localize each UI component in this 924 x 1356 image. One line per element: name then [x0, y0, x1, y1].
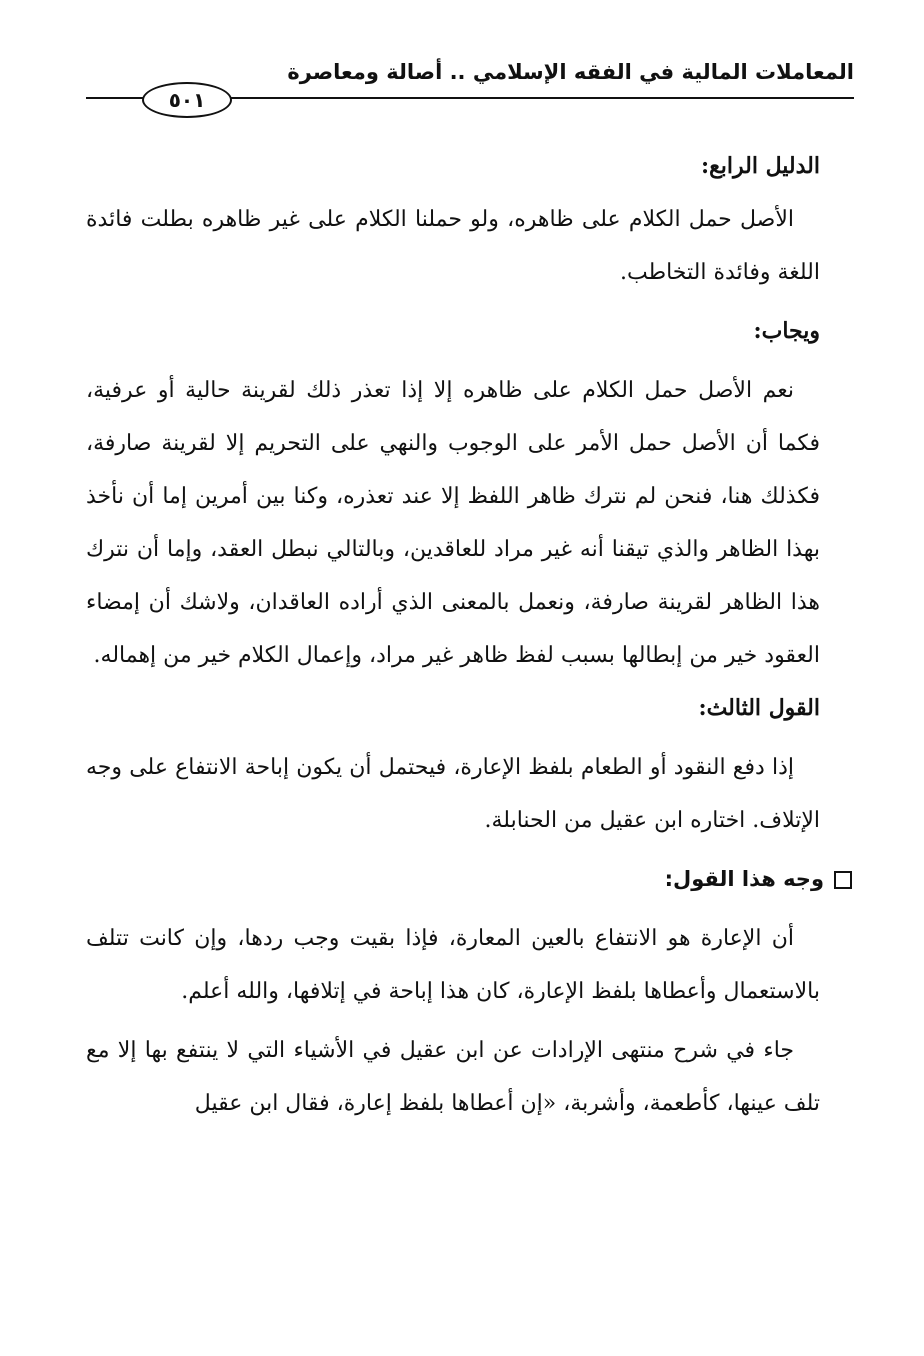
heading-response: ويجاب: — [753, 318, 820, 344]
paragraph-reasoning: أن الإعارة هو الانتفاع بالعين المعارة، فإذا بقيت وجب ردها، وإن كانت تتلف بالاستعمال وأعطاها بلفظ الإعارة، كان هذا إباحة في إتلافها، والله أعلم. — [86, 926, 820, 1004]
heading-third-opinion: القول الثالث: — [698, 695, 820, 721]
page-body — [86, 140, 824, 1130]
paragraph-response: نعم الأصل حمل الكلام على ظاهره إلا إذا تعذر ذلك لقرينة حالية أو عرفية، فكما أن الأصل حمل الأمر على الوجوب والنهي على التحريم إلا لقرينة صارفة، فكذلك هنا، فنحن لم نترك ظاهر اللفظ إلا عند تعذره، وكنا بين أمرين إما أن نأخذ بهذا الظاهر والذي تيقنا أنه غير مراد للعاقدين، وبالتالي نبطل العقد، وإما أن نترك هذا الظاهر لقرينة صارفة، ونعمل بالمعنى الذي أراده العاقدان، ولاشك أن إمضاء العقود خير من إبطالها بسبب لفظ ظاهر غير مراد، وإعمال الكلام خير من إهماله. — [86, 378, 820, 668]
square-bullet-icon — [834, 871, 852, 889]
paragraph-fourth-evidence: الأصل حمل الكلام على ظاهره، ولو حملنا الكلام على غير ظاهره بطلت فائدة اللغة وفائدة التخاطب. — [86, 207, 820, 285]
page-header — [86, 52, 854, 132]
heading-fourth-evidence: الدليل الرابع: — [700, 153, 820, 179]
paragraph-third-opinion: إذا دفع النقود أو الطعام بلفظ الإعارة، فيحتمل أن يكون إباحة الانتفاع على وجه الإتلاف. اختاره ابن عقيل من الحنابلة. — [86, 755, 820, 833]
page-number-oval — [142, 82, 232, 118]
page-number: ٥٠١ — [168, 88, 206, 112]
paragraph-quotation: جاء في شرح منتهى الإرادات عن ابن عقيل في الأشياء التي لا ينتفع بها إلا مع تلف عينها، كأطعمة، وأشربة، «إن أعطاها بلفظ إعارة، فقال ابن عقيل — [86, 1038, 820, 1116]
heading-reasoning-label: وجه هذا القول: — [664, 867, 824, 891]
section-heading-reasoning — [86, 853, 852, 906]
running-title: المعاملات المالية في الفقه الإسلامي .. أصالة ومعاصرة — [287, 60, 854, 84]
